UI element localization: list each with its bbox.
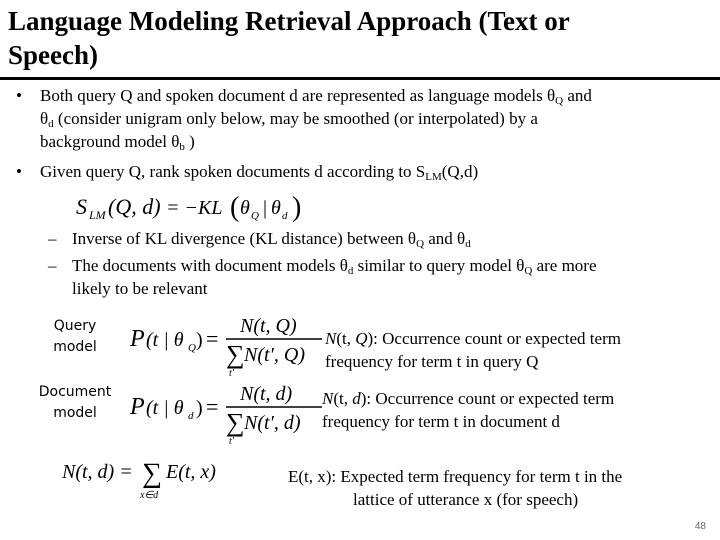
- dd-rest1: (t,: [333, 389, 353, 408]
- bullet-1-line-3: [40, 130, 592, 153]
- qm-sum: ∑: [226, 340, 245, 369]
- slm-eq-kl: = −KL: [166, 197, 223, 219]
- document-description: [322, 387, 614, 433]
- sub-bullet-1-a: Inverse of KL divergence (KL distance) between θ: [72, 229, 417, 248]
- dm-lhs-sub: d: [188, 410, 194, 422]
- sub-bullet-2-sub2: Q: [524, 265, 533, 277]
- bullet-1-line-3-b: ): [184, 132, 195, 151]
- query-model-label-2: model: [53, 339, 97, 355]
- sub-bullet-1: [72, 227, 471, 250]
- slm-rparen: ): [292, 192, 302, 223]
- bullet-1-line-2: [40, 107, 592, 130]
- slm-args: (Q, d): [108, 194, 161, 219]
- bullet-marker-1: •: [16, 86, 22, 105]
- slide-title: [8, 4, 708, 72]
- qd-rest2: ): Occurrence count or expected term: [367, 329, 621, 348]
- slm-theta-q: θ: [240, 197, 250, 219]
- bullet-1-line-2-a: θ: [40, 109, 49, 128]
- expected-description-line-1: E(t, x): Expected term frequency for term t in the: [288, 467, 623, 486]
- query-model-formula: [128, 308, 328, 378]
- bullet-1-line-2-sub: d: [48, 118, 54, 130]
- sub-bullet-2-sub1: d: [347, 265, 354, 277]
- document-description-line-1: [322, 387, 614, 410]
- query-description-line-1: [325, 327, 621, 350]
- title-line-2: Speech): [8, 40, 98, 70]
- dm-idx: t′: [229, 436, 234, 446]
- qm-lhs-end: ): [196, 329, 203, 351]
- dm-den: N(t′, d): [244, 412, 301, 434]
- count-formula: [60, 452, 260, 502]
- bullet-1-text: [40, 84, 592, 153]
- slm-d-sub: d: [282, 210, 288, 222]
- document-model-label: [28, 382, 122, 424]
- cf-lhs: N(t, d) =: [62, 461, 133, 483]
- qm-den: N(t′, Q): [244, 344, 306, 366]
- query-description-line-2: frequency for term t in query Q: [325, 352, 539, 371]
- document-description-line-2: frequency for term t in document d: [322, 412, 560, 431]
- cf-idx: x∈d: [140, 490, 159, 501]
- slm-s: S: [76, 194, 87, 219]
- sub-bullet-2-a: The documents with document models θ: [72, 256, 348, 275]
- expected-description: [288, 465, 622, 511]
- bullet-1-line-2-b: (consider unigram only below, may be smoothed (or interpolated) by a: [53, 109, 538, 128]
- qm-num: N(t, Q): [240, 315, 297, 337]
- slm-q-sub: Q: [251, 210, 259, 222]
- qm-idx: t′: [229, 368, 234, 378]
- bullet-2-a: Given query Q, rank spoken documents d according to S: [40, 162, 426, 181]
- qd-em: N: [325, 329, 337, 348]
- dm-p: P: [130, 394, 145, 420]
- bullet-2-b: (Q,d): [441, 162, 479, 181]
- document-model-label-2: model: [53, 405, 97, 421]
- slm-lparen: (: [230, 192, 240, 223]
- sub-bullet-2-b: similar to query model θ: [353, 256, 525, 275]
- bullet-1-line-3-sub: b: [179, 141, 185, 153]
- dm-sum: ∑: [226, 408, 245, 437]
- sub-bullet-marker-2: –: [48, 256, 57, 275]
- dm-num: N(t, d): [240, 383, 293, 405]
- dm-eq: =: [206, 394, 219, 419]
- sub-bullet-2: [72, 254, 597, 300]
- sub-bullet-1-sub1: Q: [416, 238, 425, 250]
- title-line-1: Language Modeling Retrieval Approach (Text or: [8, 6, 570, 36]
- sub-bullet-1-sub2: d: [465, 238, 471, 250]
- query-model-label: [30, 316, 120, 358]
- qd-em2: Q: [355, 329, 368, 348]
- slm-lm: LM: [89, 208, 106, 222]
- expected-description-line-2: lattice of utterance x (for speech): [353, 490, 579, 509]
- sub-bullet-2-line-1: [72, 254, 597, 277]
- bullet-2-text: [40, 160, 478, 183]
- slm-theta-d: θ: [271, 197, 281, 219]
- bullet-marker-2: •: [16, 162, 22, 181]
- qm-p: P: [130, 326, 145, 352]
- query-description: [325, 327, 621, 373]
- slm-bar: |: [263, 197, 268, 219]
- bullet-1-line-1-b: and: [563, 86, 592, 105]
- page-number: 48: [694, 521, 706, 532]
- slm-formula: [70, 190, 310, 226]
- query-model-label-1: Query: [53, 318, 97, 334]
- document-model-label-1: Document: [38, 384, 112, 400]
- sub-bullet-marker-1: –: [48, 229, 57, 248]
- title-divider: [0, 77, 720, 80]
- qd-rest1: (t,: [336, 329, 356, 348]
- bullet-1-line-1-a: Both query Q and spoken document d are represented as language models θ: [40, 86, 556, 105]
- dd-rest2: ): Occurrence count or expected term: [360, 389, 615, 408]
- sub-bullet-2-line-2: likely to be relevant: [72, 279, 208, 298]
- bullet-1-line-1-sub: Q: [555, 95, 564, 107]
- dm-lhs: (t | θ: [146, 397, 184, 419]
- dd-em2: d: [352, 389, 361, 408]
- bullet-1-line-1: [40, 84, 592, 107]
- dm-lhs-end: ): [196, 397, 203, 419]
- sub-bullet-1-b: and θ: [424, 229, 466, 248]
- document-model-formula: [128, 376, 328, 446]
- qm-lhs-sub: Q: [188, 342, 196, 354]
- qm-lhs: (t | θ: [146, 329, 184, 351]
- dd-em: N: [322, 389, 334, 408]
- qm-eq: =: [206, 326, 219, 351]
- cf-sum: ∑: [142, 458, 162, 489]
- sub-bullet-2-c: are more: [532, 256, 597, 275]
- cf-rhs: E(t, x): [166, 461, 216, 483]
- bullet-1-line-3-a: background model θ: [40, 132, 180, 151]
- bullet-2-sub: LM: [425, 171, 442, 183]
